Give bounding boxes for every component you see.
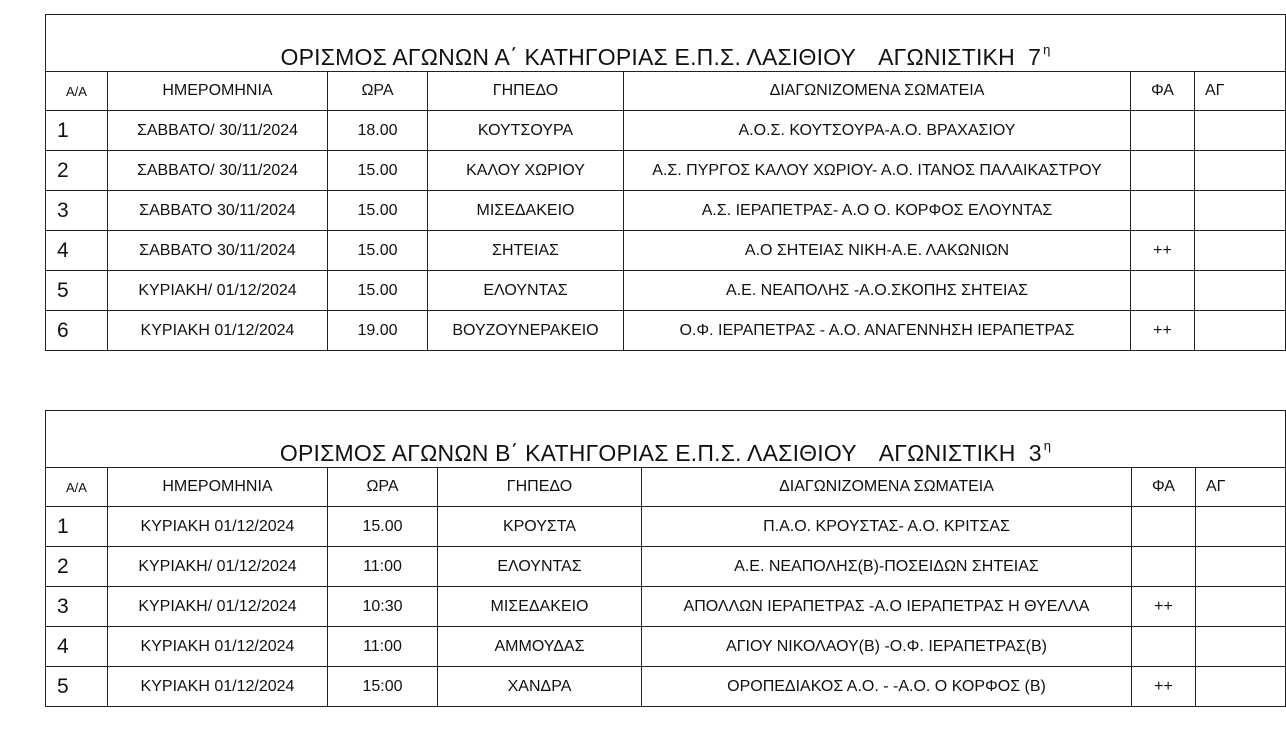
table-title — [46, 411, 1286, 468]
cell-date: ΚΥΡΙΑΚΗ/ 01/12/2024 — [108, 547, 328, 587]
cell-teams: Α.Σ. ΙΕΡΑΠΕΤΡΑΣ- Α.Ο Ο. ΚΟΡΦΟΣ ΕΛΟΥΝΤΑΣ — [624, 191, 1131, 231]
cell-aa: 5 — [46, 667, 108, 707]
schedule-table-b-category — [45, 410, 1286, 707]
cell-time: 15.00 — [328, 507, 438, 547]
cell-fa: ++ — [1131, 311, 1195, 351]
table-row — [46, 587, 1286, 627]
cell-teams: ΑΠΟΛΛΩΝ ΙΕΡΑΠΕΤΡΑΣ -Α.Ο ΙΕΡΑΠΕΤΡΑΣ Η ΘΥΕΛΛΑ — [642, 587, 1132, 627]
cell-ag — [1195, 311, 1286, 351]
cell-ag — [1196, 587, 1286, 627]
table-row — [46, 111, 1286, 151]
header-time: ΩΡΑ — [328, 72, 428, 111]
header-row — [46, 468, 1286, 507]
table-row — [46, 547, 1286, 587]
cell-fa: ++ — [1132, 587, 1196, 627]
header-aa: Α/Α — [46, 468, 108, 507]
schedule-table-a-category — [45, 14, 1286, 351]
cell-aa: 1 — [46, 111, 108, 151]
cell-fa — [1132, 627, 1196, 667]
cell-aa: 5 — [46, 271, 108, 311]
cell-teams: Α.Ο ΣΗΤΕΙΑΣ ΝΙΚΗ-Α.Ε. ΛΑΚΩΝΙΩΝ — [624, 231, 1131, 271]
cell-date: ΚΥΡΙΑΚΗ/ 01/12/2024 — [108, 271, 328, 311]
header-date: ΗΜΕΡΟΜΗΝΙΑ — [108, 72, 328, 111]
cell-time: 11:00 — [328, 627, 438, 667]
cell-time: 15:00 — [328, 667, 438, 707]
round-number: 3 — [1028, 440, 1042, 466]
cell-time: 15.00 — [328, 191, 428, 231]
cell-date: ΚΥΡΙΑΚΗ 01/12/2024 — [108, 507, 328, 547]
cell-date: ΚΥΡΙΑΚΗ 01/12/2024 — [108, 667, 328, 707]
cell-venue: ΜΙΣΕΔΑΚΕΙΟ — [438, 587, 642, 627]
cell-time: 11:00 — [328, 547, 438, 587]
cell-date: ΚΥΡΙΑΚΗ 01/12/2024 — [108, 627, 328, 667]
cell-aa: 2 — [46, 547, 108, 587]
header-teams: ΔΙΑΓΩΝΙΖΟΜΕΝΑ ΣΩΜΑΤΕΙΑ — [642, 468, 1132, 507]
round-suffix: η — [1043, 42, 1051, 57]
cell-teams: Π.Α.Ο. ΚΡΟΥΣΤΑΣ- Α.Ο. ΚΡΙΤΣΑΣ — [642, 507, 1132, 547]
cell-venue: ΕΛΟΥΝΤΑΣ — [438, 547, 642, 587]
cell-ag — [1195, 111, 1286, 151]
cell-time: 18.00 — [328, 111, 428, 151]
cell-aa: 1 — [46, 507, 108, 547]
header-time: ΩΡΑ — [328, 468, 438, 507]
cell-fa — [1131, 271, 1195, 311]
cell-teams: Α.Ο.Σ. ΚΟΥΤΣΟΥΡΑ-Α.Ο. ΒΡΑΧΑΣΙΟΥ — [624, 111, 1131, 151]
cell-venue: ΚΑΛΟΥ ΧΩΡΙΟΥ — [428, 151, 624, 191]
table-row — [46, 151, 1286, 191]
cell-teams: Α.Ε. ΝΕΑΠΟΛΗΣ -Α.Ο.ΣΚΟΠΗΣ ΣΗΤΕΙΑΣ — [624, 271, 1131, 311]
cell-aa: 2 — [46, 151, 108, 191]
cell-date: ΣΑΒΒΑΤΟ 30/11/2024 — [108, 231, 328, 271]
cell-ag — [1196, 547, 1286, 587]
cell-date: ΚΥΡΙΑΚΗ/ 01/12/2024 — [108, 587, 328, 627]
cell-aa: 6 — [46, 311, 108, 351]
table-title — [46, 15, 1286, 72]
cell-venue: ΧΑΝΔΡΑ — [438, 667, 642, 707]
round-number: 7 — [1028, 44, 1042, 70]
table-row — [46, 667, 1286, 707]
cell-ag — [1195, 191, 1286, 231]
cell-date: ΣΑΒΒΑΤΟ/ 30/11/2024 — [108, 151, 328, 191]
cell-fa — [1132, 507, 1196, 547]
round-label: ΑΓΩΝΙΣΤΙΚΗ — [878, 44, 1015, 70]
header-fa: ΦΑ — [1132, 468, 1196, 507]
header-teams: ΔΙΑΓΩΝΙΖΟΜΕΝΑ ΣΩΜΑΤΕΙΑ — [624, 72, 1131, 111]
cell-fa — [1132, 547, 1196, 587]
cell-date: ΣΑΒΒΑΤΟ 30/11/2024 — [108, 191, 328, 231]
cell-venue: ΑΜΜΟΥΔΑΣ — [438, 627, 642, 667]
cell-venue: ΚΟΥΤΣΟΥΡΑ — [428, 111, 624, 151]
table-row — [46, 271, 1286, 311]
table-row — [46, 191, 1286, 231]
cell-venue: ΜΙΣΕΔΑΚΕΙΟ — [428, 191, 624, 231]
cell-venue: ΣΗΤΕΙΑΣ — [428, 231, 624, 271]
cell-aa: 4 — [46, 231, 108, 271]
cell-venue: ΕΛΟΥΝΤΑΣ — [428, 271, 624, 311]
cell-ag — [1195, 231, 1286, 271]
cell-teams: Ο.Φ. ΙΕΡΑΠΕΤΡΑΣ - Α.Ο. ΑΝΑΓΕΝΝΗΣΗ ΙΕΡΑΠΕΤΡΑΣ — [624, 311, 1131, 351]
cell-fa — [1131, 111, 1195, 151]
cell-ag — [1195, 151, 1286, 191]
cell-date: ΚΥΡΙΑΚΗ 01/12/2024 — [108, 311, 328, 351]
cell-ag — [1196, 667, 1286, 707]
cell-aa: 3 — [46, 191, 108, 231]
cell-ag — [1196, 507, 1286, 547]
cell-ag — [1196, 627, 1286, 667]
header-venue: ΓΗΠΕΔΟ — [438, 468, 642, 507]
header-aa: Α/Α — [46, 72, 108, 111]
cell-time: 15.00 — [328, 231, 428, 271]
cell-aa: 3 — [46, 587, 108, 627]
table-row — [46, 627, 1286, 667]
header-fa: ΦΑ — [1131, 72, 1195, 111]
title-text: ΟΡΙΣΜΟΣ ΑΓΩΝΩΝ Α΄ ΚΑΤΗΓΟΡΙΑΣ Ε.Π.Σ. ΛΑΣΙΘΙΟΥ — [280, 44, 857, 70]
cell-fa — [1131, 191, 1195, 231]
cell-fa — [1131, 151, 1195, 191]
cell-time: 10:30 — [328, 587, 438, 627]
cell-teams: Α.Σ. ΠΥΡΓΟΣ ΚΑΛΟΥ ΧΩΡΙΟΥ- Α.Ο. ΙΤΑΝΟΣ ΠΑΛΑΙΚΑΣΤΡΟΥ — [624, 151, 1131, 191]
cell-ag — [1195, 271, 1286, 311]
title-text: ΟΡΙΣΜΟΣ ΑΓΩΝΩΝ Β΄ ΚΑΤΗΓΟΡΙΑΣ Ε.Π.Σ. ΛΑΣΙΘΙΟΥ — [279, 440, 857, 466]
header-ag: ΑΓ — [1195, 72, 1286, 111]
header-venue: ΓΗΠΕΔΟ — [428, 72, 624, 111]
header-ag: ΑΓ — [1196, 468, 1286, 507]
cell-time: 19.00 — [328, 311, 428, 351]
cell-venue: ΒΟΥΖΟΥΝΕΡΑΚΕΙΟ — [428, 311, 624, 351]
cell-fa: ++ — [1131, 231, 1195, 271]
cell-time: 15.00 — [328, 271, 428, 311]
cell-aa: 4 — [46, 627, 108, 667]
cell-time: 15.00 — [328, 151, 428, 191]
cell-teams: ΟΡΟΠΕΔΙΑΚΟΣ Α.Ο. - -Α.Ο. Ο ΚΟΡΦΟΣ (Β) — [642, 667, 1132, 707]
table-row — [46, 311, 1286, 351]
cell-venue: ΚΡΟΥΣΤΑ — [438, 507, 642, 547]
cell-date: ΣΑΒΒΑΤΟ/ 30/11/2024 — [108, 111, 328, 151]
round-suffix: η — [1043, 438, 1052, 453]
cell-teams: ΑΓΙΟΥ ΝΙΚΟΛΑΟΥ(Β) -Ο.Φ. ΙΕΡΑΠΕΤΡΑΣ(Β) — [642, 627, 1132, 667]
cell-fa: ++ — [1132, 667, 1196, 707]
table-row — [46, 231, 1286, 271]
table-row — [46, 507, 1286, 547]
header-row — [46, 72, 1286, 111]
round-label: ΑΓΩΝΙΣΤΙΚΗ — [878, 440, 1016, 466]
header-date: ΗΜΕΡΟΜΗΝΙΑ — [108, 468, 328, 507]
cell-teams: Α.Ε. ΝΕΑΠΟΛΗΣ(Β)-ΠΟΣΕΙΔΩΝ ΣΗΤΕΙΑΣ — [642, 547, 1132, 587]
